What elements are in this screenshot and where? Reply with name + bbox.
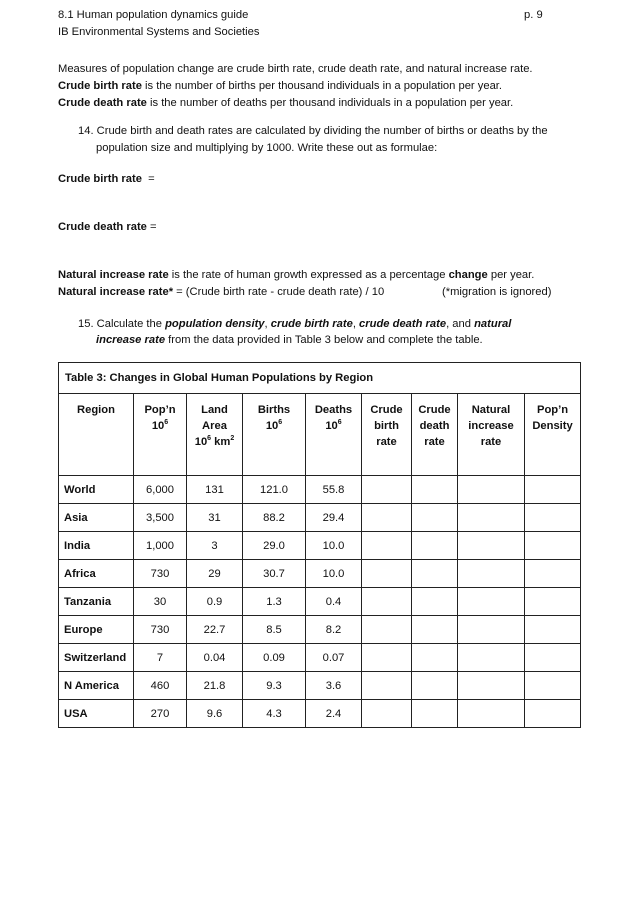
header-natural-increase-rate: Natural increase rate [458,394,525,476]
table-caption: Table 3: Changes in Global Human Populations by Region [59,363,581,394]
cell-births: 9.3 [243,672,306,700]
cell-natural-increase-rate[interactable] [458,616,525,644]
cell-births: 0.09 [243,644,306,672]
cell-population: 460 [134,672,187,700]
cell-region: World [59,476,134,504]
cell-crude-birth-rate[interactable] [362,588,412,616]
q14-line2: population size and multiplying by 1000. Write these out as formulae: [96,142,438,154]
header-deaths: Deaths $10^6$ [306,394,362,476]
q15-line2 [96,333,483,347]
cell-region: Tanzania [59,588,134,616]
cell-deaths: 55.8 [306,476,362,504]
header-region: Region [59,394,134,476]
cell-crude-death-rate[interactable] [412,588,458,616]
q15-term-density: population density [165,318,265,330]
cell-region: Switzerland [59,644,134,672]
nir-def-a: is the rate of human growth expressed as a percentage [168,269,449,281]
cbr-definition [58,79,502,93]
cell-land-area: 131 [187,476,243,504]
cell-population: 30 [134,588,187,616]
cbr-formula-label: Crude birth rate [58,173,142,185]
cell-land-area: 9.6 [187,700,243,728]
cell-deaths: 10.0 [306,532,362,560]
cell-land-area: 0.9 [187,588,243,616]
cell-population: 1,000 [134,532,187,560]
cdr-formula-label: Crude death rate [58,221,147,233]
cell-land-area: 0.04 [187,644,243,672]
q14-line1: 14. Crude birth and death rates are calculated by dividing the number of births or deaths by the [78,125,548,137]
header-births: Births $10^6$ [243,394,306,476]
doc-subtitle: IB Environmental Systems and Societies [58,26,260,38]
cell-natural-increase-rate[interactable] [458,588,525,616]
cell-crude-birth-rate[interactable] [362,532,412,560]
cell-crude-death-rate[interactable] [412,700,458,728]
cell-land-area: 22.7 [187,616,243,644]
q15-term-increase-rate: increase rate [96,334,166,346]
cbr-term: Crude birth rate [58,80,142,92]
cbr-def-text: is the number of births per thousand individuals in a population per year. [141,80,503,92]
cell-crude-birth-rate[interactable] [362,616,412,644]
cbr-formula-eq: = [141,173,155,185]
cell-crude-birth-rate[interactable] [362,476,412,504]
cell-population: 730 [134,616,187,644]
cell-density[interactable] [525,504,581,532]
table-row [59,700,581,728]
cell-births: 88.2 [243,504,306,532]
cell-natural-increase-rate[interactable] [458,532,525,560]
migration-note: (*migration is ignored) [442,286,552,298]
table-row [59,560,581,588]
cell-density[interactable] [525,644,581,672]
cell-crude-birth-rate[interactable] [362,504,412,532]
cdr-formula [58,220,157,234]
cell-births: 29.0 [243,532,306,560]
cell-land-area: 29 [187,560,243,588]
cell-density[interactable] [525,616,581,644]
cell-land-area: 21.8 [187,672,243,700]
cell-births: 4.3 [243,700,306,728]
header-population: Pop’n $10^6$ [134,394,187,476]
cell-density[interactable] [525,700,581,728]
cell-crude-birth-rate[interactable] [362,560,412,588]
cell-population: 7 [134,644,187,672]
nir-formula-text: = (Crude birth rate - crude death rate) / 10 [173,286,385,298]
page-number: p. 9 [524,9,543,21]
table-row [59,504,581,532]
nir-definition [58,268,534,282]
intro-line: Measures of population change are crude birth rate, crude death rate, and natural increase rate. [58,63,533,75]
cell-population: 6,000 [134,476,187,504]
nir-def-b: per year. [487,269,535,281]
cell-population: 730 [134,560,187,588]
cell-births: 121.0 [243,476,306,504]
cell-density[interactable] [525,476,581,504]
cell-density[interactable] [525,672,581,700]
cell-deaths: 2.4 [306,700,362,728]
q15-term-cdr: crude death rate [359,318,447,330]
cell-deaths: 3.6 [306,672,362,700]
nir-change: change [448,269,488,281]
cell-density[interactable] [525,588,581,616]
cell-natural-increase-rate[interactable] [458,476,525,504]
cdr-definition [58,96,513,110]
table-row [59,476,581,504]
cell-crude-death-rate[interactable] [412,560,458,588]
nir-formula-term: Natural increase rate* [58,286,174,298]
cell-region: Asia [59,504,134,532]
cell-deaths: 10.0 [306,560,362,588]
cell-deaths: 0.07 [306,644,362,672]
q15-comma1: , [264,318,271,330]
cell-density[interactable] [525,560,581,588]
cell-land-area: 31 [187,504,243,532]
table-header-row [59,394,581,476]
cell-region: N America [59,672,134,700]
cell-natural-increase-rate[interactable] [458,504,525,532]
table-row [59,672,581,700]
cbr-formula [58,172,155,186]
cell-crude-birth-rate[interactable] [362,700,412,728]
cell-births: 8.5 [243,616,306,644]
cell-crude-death-rate[interactable] [412,532,458,560]
cdr-term: Crude death rate [58,97,147,109]
cell-deaths: 8.2 [306,616,362,644]
cell-crude-death-rate[interactable] [412,504,458,532]
q15-tail: from the data provided in Table 3 below and complete the table. [165,334,483,346]
cell-crude-death-rate[interactable] [412,476,458,504]
cell-crude-death-rate[interactable] [412,644,458,672]
header-density: Pop’n Density [525,394,581,476]
cell-crude-death-rate[interactable] [412,616,458,644]
cell-land-area: 3 [187,532,243,560]
q15-text-a: 15. Calculate the [78,318,166,330]
cell-population: 3,500 [134,504,187,532]
table-row [59,588,581,616]
nir-term: Natural increase rate [58,269,169,281]
doc-title: 8.1 Human population dynamics guide [58,9,249,21]
cell-natural-increase-rate[interactable] [458,560,525,588]
cell-natural-increase-rate[interactable] [458,644,525,672]
table-row [59,644,581,672]
q15-and: , and [446,318,475,330]
table-row [59,532,581,560]
table-row [59,616,581,644]
cdr-def-text: is the number of deaths per thousand individuals in a population per year. [146,97,514,109]
cell-births: 30.7 [243,560,306,588]
population-table [58,362,580,728]
cell-natural-increase-rate[interactable] [458,672,525,700]
header-crude-birth-rate: Crude birth rate [362,394,412,476]
cell-natural-increase-rate[interactable] [458,700,525,728]
cell-density[interactable] [525,532,581,560]
cell-region: Africa [59,560,134,588]
cell-births: 1.3 [243,588,306,616]
cell-crude-death-rate[interactable] [412,672,458,700]
nir-formula [58,285,384,299]
header-crude-death-rate: Crude death rate [412,394,458,476]
q15-comma2: , [352,318,360,330]
cell-region: India [59,532,134,560]
cell-population: 270 [134,700,187,728]
cdr-formula-eq: = [146,221,157,233]
q15-line1 [78,317,511,331]
q15-term-cbr: crude birth rate [270,318,353,330]
cell-deaths: 0.4 [306,588,362,616]
cell-crude-birth-rate[interactable] [362,672,412,700]
cell-region: USA [59,700,134,728]
cell-region: Europe [59,616,134,644]
cell-crude-birth-rate[interactable] [362,644,412,672]
q15-term-natural: natural [474,318,512,330]
cell-deaths: 29.4 [306,504,362,532]
header-land-area: Land Area $10^6$ $km^2$ [187,394,243,476]
